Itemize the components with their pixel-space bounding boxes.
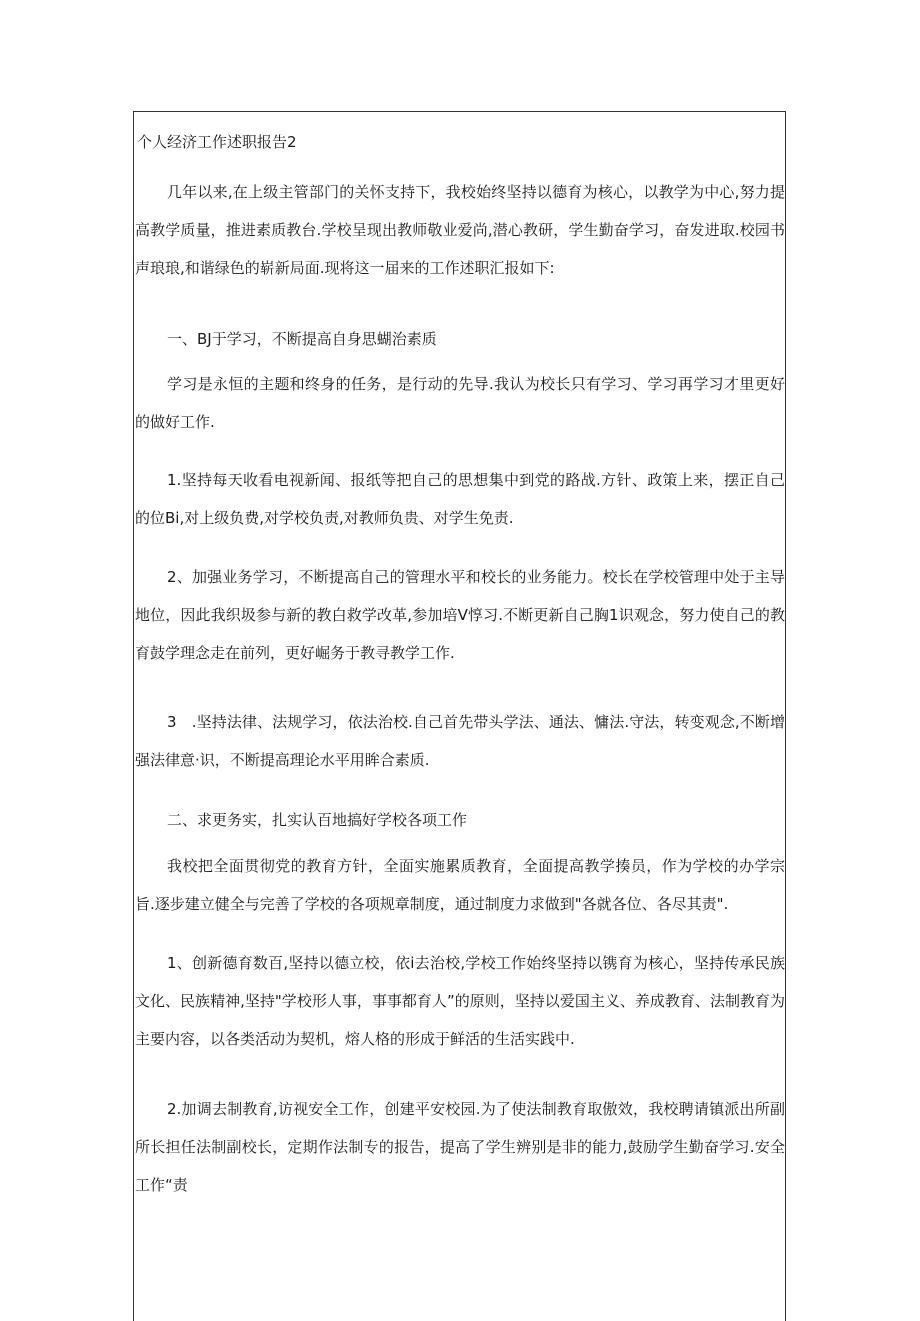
paragraph-item-3: 3 .坚持法律、法规学习，依法治校.自己首先带头学法、通法、慵法.守法，转变观念,不断增强法律意·识，不断提高理论水平用眸合素质. xyxy=(135,713,785,769)
paragraph-item-1: 1.坚持每天收看电视新闻、报纸等把自己的思想集中到党的路战.方针、政策上来，摆正自己的位Bi,对上级负费,对学校负责,对教师负贵、对学生免责. xyxy=(135,471,785,527)
section-heading-2: 二、求更务实，扎实认百地搞好学校各项工作 xyxy=(167,811,468,829)
paragraph-study: 学习是永恒的主题和终身的任务，是行动的先导.我认为校长只有学习、学习再学习才里更好的做好工作. xyxy=(135,375,785,431)
paragraph-legal-education: 2.加调去制教育,访视安全工作，创建平安校园.为了使法制教育取傲效，我校聘请镇派出所副所长担任法制副校长，定期作法制专的报告，提高了学生辨别是非的能力,鼓励学生勤奋学习.安全工作“责 xyxy=(135,1100,785,1194)
paragraph-item-2: 2、加强业务学习，不断提高自己的管理水平和校长的业务能力。校长在学校管理中处于主导地位，因此我织圾参与新的教白救学改革,参加培V惇习.不断更新自己胸1识观念，努力使自己的教育鼓学理念走在前列，更好崛务于教寻教学工作. xyxy=(135,568,785,662)
section-heading-1: 一、BJ于学习，不断提高自身思蝴治素质 xyxy=(167,330,437,348)
document-title: 个人经济工作述职报告2 xyxy=(137,133,297,151)
paragraph-intro: 几年以来,在上级主管部门的关怀支持下，我校始终坚持以德育为核心，以教学为中心,努力提高教学质量，推进素质教台.学校呈现出教师敬业爱尚,潜心教研，学生勤奋学习，奋发进取.校园书声琅琅,和谐绿色的崭新局面.现将这一届来的工作述职汇报如下: xyxy=(135,183,785,277)
paragraph-school-policy: 我校把全面贯彻党的教育方针，全面实施累质教育，全面提高教学揍员，作为学校的办学宗旨.逐步建立健全与完善了学校的各项规章制度，通过制度力求做到"各就各位、各尽其责". xyxy=(135,857,785,913)
paragraph-moral-education: 1、创新德育数百,坚持以德立校，依i去治校,学校工作始终坚持以镌育为核心，坚持传承民族文化、民族精神,坚持"学校形人事，事事都育人”的原则，坚持以爱国主义、养成教育、法制教育为主要内容，以各类活动为契机，熔人格的形成于鲜活的生活实践中. xyxy=(135,954,785,1048)
